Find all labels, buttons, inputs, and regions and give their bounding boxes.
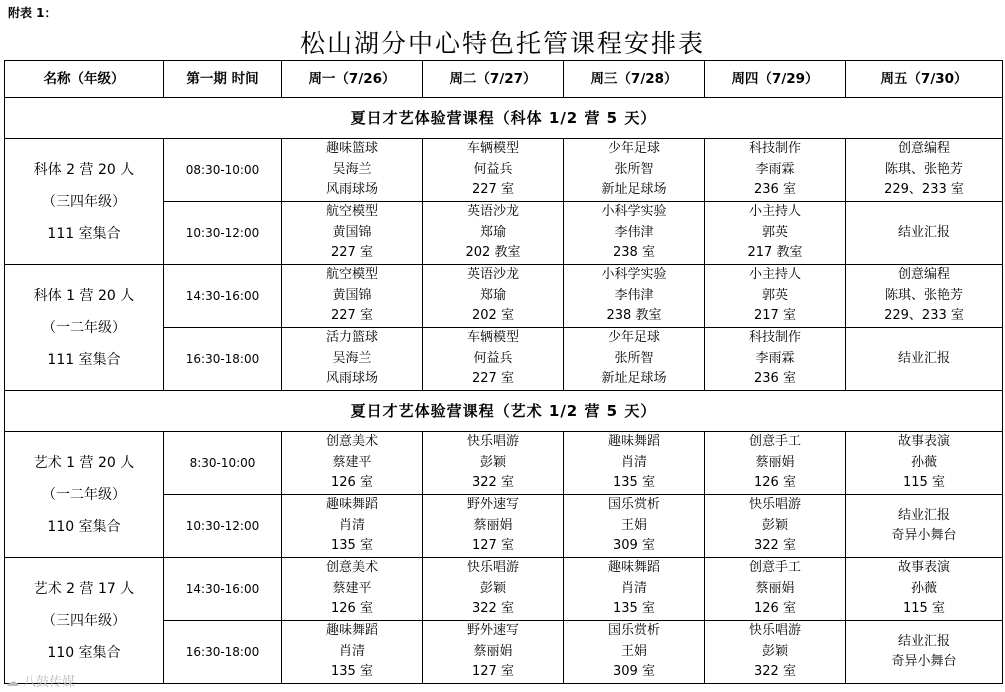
course-detail: 何益兵 <box>473 161 513 177</box>
course-cell <box>564 202 705 265</box>
camp-name-cell <box>5 558 164 684</box>
course-location: 322 室 <box>754 538 796 554</box>
course-detail: 李伟津 <box>614 224 654 240</box>
course-detail: 奇异小舞台 <box>891 654 957 669</box>
course-cell <box>564 328 705 391</box>
camp-name-line: 科体 2 营 20 人 <box>33 161 135 178</box>
course-cell <box>282 495 423 558</box>
course-cell <box>282 328 423 391</box>
course-detail: 吴海兰 <box>332 161 372 177</box>
time-cell: 10:30-12:00 <box>164 495 282 558</box>
course-location: 新址足球场 <box>601 371 667 387</box>
course-detail: 郑瑜 <box>479 287 506 303</box>
course-detail: 肖清 <box>620 454 647 470</box>
course-detail: 陈琪、张艳芳 <box>884 161 963 177</box>
course-cell <box>282 621 423 684</box>
course-location: 322 室 <box>472 475 514 491</box>
course-name: 趣味舞蹈 <box>325 623 378 639</box>
course-detail: 蔡丽娟 <box>473 517 513 533</box>
course-detail: 吴海兰 <box>332 350 372 366</box>
course-cell <box>564 139 705 202</box>
page-title: 松山湖分中心特色托管课程安排表 <box>299 29 705 58</box>
course-detail: 肖清 <box>620 580 647 596</box>
course-name: 趣味篮球 <box>325 141 378 157</box>
course-cell <box>423 139 564 202</box>
course-location: 126 室 <box>331 475 373 491</box>
camp-name-cell <box>5 265 164 391</box>
course-name: 小科学实验 <box>601 204 667 220</box>
schedule-body <box>5 98 1003 684</box>
course-detail: 彭颖 <box>761 517 788 533</box>
course-name: 故事表演 <box>897 560 950 576</box>
course-location: 227 室 <box>331 245 373 261</box>
course-detail: 肖清 <box>338 643 365 659</box>
course-name: 野外速写 <box>466 497 519 513</box>
header-wednesday: 周三（7/28） <box>564 61 705 98</box>
course-detail: 奇异小舞台 <box>891 528 957 543</box>
course-name: 国乐赏析 <box>607 497 660 513</box>
course-name: 创意美术 <box>325 560 378 576</box>
course-cell <box>705 202 846 265</box>
camp-name-cell <box>5 139 164 265</box>
header-time: 第一期 时间 <box>164 61 282 98</box>
course-cell <box>705 621 846 684</box>
course-cell <box>705 495 846 558</box>
camp-name-line: 110 室集合 <box>47 644 121 661</box>
course-location: 126 室 <box>754 475 796 491</box>
course-location: 227 室 <box>472 371 514 387</box>
course-cell <box>846 139 1003 202</box>
course-cell <box>282 432 423 495</box>
course-name: 故事表演 <box>897 434 950 450</box>
camp-name-line: （一二年级） <box>42 319 126 336</box>
table-row <box>5 139 1003 202</box>
camp-name-line: （三四年级） <box>42 612 126 629</box>
section-title: 夏日才艺体验营课程（科体 1/2 营 5 天） <box>5 98 1003 139</box>
course-location: 126 室 <box>331 601 373 617</box>
course-location: 217 教室 <box>747 245 803 261</box>
course-name: 英语沙龙 <box>466 267 519 283</box>
course-location: 238 教室 <box>606 308 662 324</box>
section-row <box>5 391 1003 432</box>
course-location: 202 室 <box>472 308 514 324</box>
course-detail: 郭英 <box>761 287 788 303</box>
course-detail: 彭颖 <box>479 454 506 470</box>
course-detail: 蔡建平 <box>332 580 372 596</box>
course-cell <box>846 265 1003 328</box>
course-location: 115 室 <box>903 475 945 491</box>
course-name: 结业汇报 <box>897 350 950 366</box>
course-name: 科技制作 <box>748 141 801 157</box>
time-cell: 14:30-16:00 <box>164 558 282 621</box>
course-detail: 肖清 <box>338 517 365 533</box>
course-name: 车辆模型 <box>466 330 519 346</box>
course-cell <box>282 139 423 202</box>
course-cell <box>282 558 423 621</box>
course-detail: 李伟津 <box>614 287 654 303</box>
course-detail: 郭英 <box>761 224 788 240</box>
course-cell <box>846 495 1003 558</box>
course-name: 小主持人 <box>748 204 801 220</box>
course-location: 127 室 <box>472 538 514 554</box>
course-detail: 王娟 <box>620 643 647 659</box>
course-name: 快乐唱游 <box>748 623 801 639</box>
course-name: 快乐唱游 <box>748 497 801 513</box>
course-cell <box>423 495 564 558</box>
course-detail: 黄国锦 <box>332 224 372 240</box>
course-cell <box>846 432 1003 495</box>
header-name: 名称（年级） <box>5 61 164 98</box>
course-cell <box>846 621 1003 684</box>
course-name: 趣味舞蹈 <box>325 497 378 513</box>
course-detail: 蔡丽娟 <box>755 454 795 470</box>
course-name: 创意手工 <box>748 434 801 450</box>
watermark-logo: ☁ 八鼓传媒 <box>6 675 76 690</box>
course-location: 风雨球场 <box>325 182 378 198</box>
course-location: 135 室 <box>613 601 655 617</box>
header-tuesday: 周二（7/27） <box>423 61 564 98</box>
time-cell: 14:30-16:00 <box>164 265 282 328</box>
course-location: 229、233 室 <box>884 182 964 198</box>
watermark-text: 八鼓传媒 <box>23 675 76 690</box>
course-detail: 张所智 <box>614 161 654 177</box>
course-location: 322 室 <box>754 664 796 680</box>
course-location: 135 室 <box>331 538 373 554</box>
course-location: 238 室 <box>613 245 655 261</box>
course-detail: 张所智 <box>614 350 654 366</box>
course-cell <box>564 621 705 684</box>
camp-name-line: 艺术 1 营 20 人 <box>33 454 135 471</box>
course-name: 车辆模型 <box>466 141 519 157</box>
course-cell <box>564 495 705 558</box>
attachment-label: 附表 1： <box>8 6 57 20</box>
course-location: 309 室 <box>613 538 655 554</box>
course-detail: 王娟 <box>620 517 647 533</box>
camp-name-line: 110 室集合 <box>47 518 121 535</box>
course-name: 快乐唱游 <box>466 434 519 450</box>
table-row <box>5 265 1003 328</box>
course-cell <box>423 328 564 391</box>
course-cell <box>705 558 846 621</box>
course-detail: 李雨霖 <box>755 161 795 177</box>
course-location: 风雨球场 <box>325 371 378 387</box>
course-cell <box>846 328 1003 391</box>
course-cell <box>705 328 846 391</box>
course-location: 227 室 <box>331 308 373 324</box>
course-cell <box>705 139 846 202</box>
course-cell <box>564 558 705 621</box>
header-thursday: 周四（7/29） <box>705 61 846 98</box>
table-row <box>5 558 1003 621</box>
camp-name-line: 科体 1 营 20 人 <box>33 287 135 304</box>
course-cell <box>282 202 423 265</box>
camp-name-line: 艺术 2 营 17 人 <box>33 580 135 597</box>
course-detail: 蔡建平 <box>332 454 372 470</box>
schedule-table <box>4 60 1003 684</box>
course-name: 活力篮球 <box>325 330 378 346</box>
camp-name-line: 111 室集合 <box>47 351 121 368</box>
camp-name-line: （三四年级） <box>42 193 126 210</box>
course-detail: 李雨霖 <box>755 350 795 366</box>
camp-name-line: 111 室集合 <box>47 225 121 242</box>
course-cell <box>423 432 564 495</box>
camp-name-cell <box>5 432 164 558</box>
course-name: 少年足球 <box>607 141 660 157</box>
course-detail: 彭颖 <box>761 643 788 659</box>
course-location: 236 室 <box>754 182 796 198</box>
course-cell <box>705 265 846 328</box>
course-detail: 黄国锦 <box>332 287 372 303</box>
course-detail: 郑瑜 <box>479 224 506 240</box>
header-row <box>5 61 1003 98</box>
course-name: 结业汇报 <box>897 507 950 523</box>
time-cell: 10:30-12:00 <box>164 202 282 265</box>
course-name: 小科学实验 <box>601 267 667 283</box>
course-cell <box>423 558 564 621</box>
course-detail: 蔡丽娟 <box>473 643 513 659</box>
course-cell <box>423 202 564 265</box>
header-monday: 周一（7/26） <box>282 61 423 98</box>
course-cell <box>846 202 1003 265</box>
course-cell <box>423 621 564 684</box>
course-cell <box>846 558 1003 621</box>
course-name: 趣味舞蹈 <box>607 434 660 450</box>
course-name: 结业汇报 <box>897 633 950 649</box>
course-name: 科技制作 <box>748 330 801 346</box>
course-detail: 孙薇 <box>910 580 937 596</box>
table-row <box>5 432 1003 495</box>
course-location: 135 室 <box>613 475 655 491</box>
section-row <box>5 98 1003 139</box>
time-cell: 8:30-10:00 <box>164 432 282 495</box>
time-cell: 16:30-18:00 <box>164 621 282 684</box>
course-location: 115 室 <box>903 601 945 617</box>
course-location: 229、233 室 <box>884 308 964 324</box>
course-detail: 孙薇 <box>910 454 937 470</box>
course-detail: 何益兵 <box>473 350 513 366</box>
course-cell <box>423 265 564 328</box>
time-cell: 08:30-10:00 <box>164 139 282 202</box>
course-name: 创意美术 <box>325 434 378 450</box>
time-cell: 16:30-18:00 <box>164 328 282 391</box>
course-location: 新址足球场 <box>601 182 667 198</box>
course-location: 126 室 <box>754 601 796 617</box>
course-detail: 蔡丽娟 <box>755 580 795 596</box>
section-title: 夏日才艺体验营课程（艺术 1/2 营 5 天） <box>5 391 1003 432</box>
course-location: 236 室 <box>754 371 796 387</box>
course-name: 创意编程 <box>897 141 950 157</box>
course-name: 航空模型 <box>325 267 378 283</box>
course-cell <box>564 265 705 328</box>
course-location: 127 室 <box>472 664 514 680</box>
course-name: 英语沙龙 <box>466 204 519 220</box>
course-location: 322 室 <box>472 601 514 617</box>
course-name: 少年足球 <box>607 330 660 346</box>
course-name: 结业汇报 <box>897 224 950 240</box>
course-name: 快乐唱游 <box>466 560 519 576</box>
course-name: 航空模型 <box>325 204 378 220</box>
course-cell <box>705 432 846 495</box>
course-detail: 陈琪、张艳芳 <box>884 287 963 303</box>
course-location: 135 室 <box>331 664 373 680</box>
course-name: 国乐赏析 <box>607 623 660 639</box>
course-name: 野外速写 <box>466 623 519 639</box>
course-cell <box>282 265 423 328</box>
course-name: 创意编程 <box>897 267 950 283</box>
course-detail: 彭颖 <box>479 580 506 596</box>
course-name: 创意手工 <box>748 560 801 576</box>
course-location: 217 室 <box>754 308 796 324</box>
course-location: 227 室 <box>472 182 514 198</box>
course-location: 309 室 <box>613 664 655 680</box>
course-cell <box>564 432 705 495</box>
header-friday: 周五（7/30） <box>846 61 1003 98</box>
course-name: 趣味舞蹈 <box>607 560 660 576</box>
course-location: 202 教室 <box>465 245 521 261</box>
camp-name-line: （一二年级） <box>42 486 126 503</box>
course-name: 小主持人 <box>748 267 801 283</box>
